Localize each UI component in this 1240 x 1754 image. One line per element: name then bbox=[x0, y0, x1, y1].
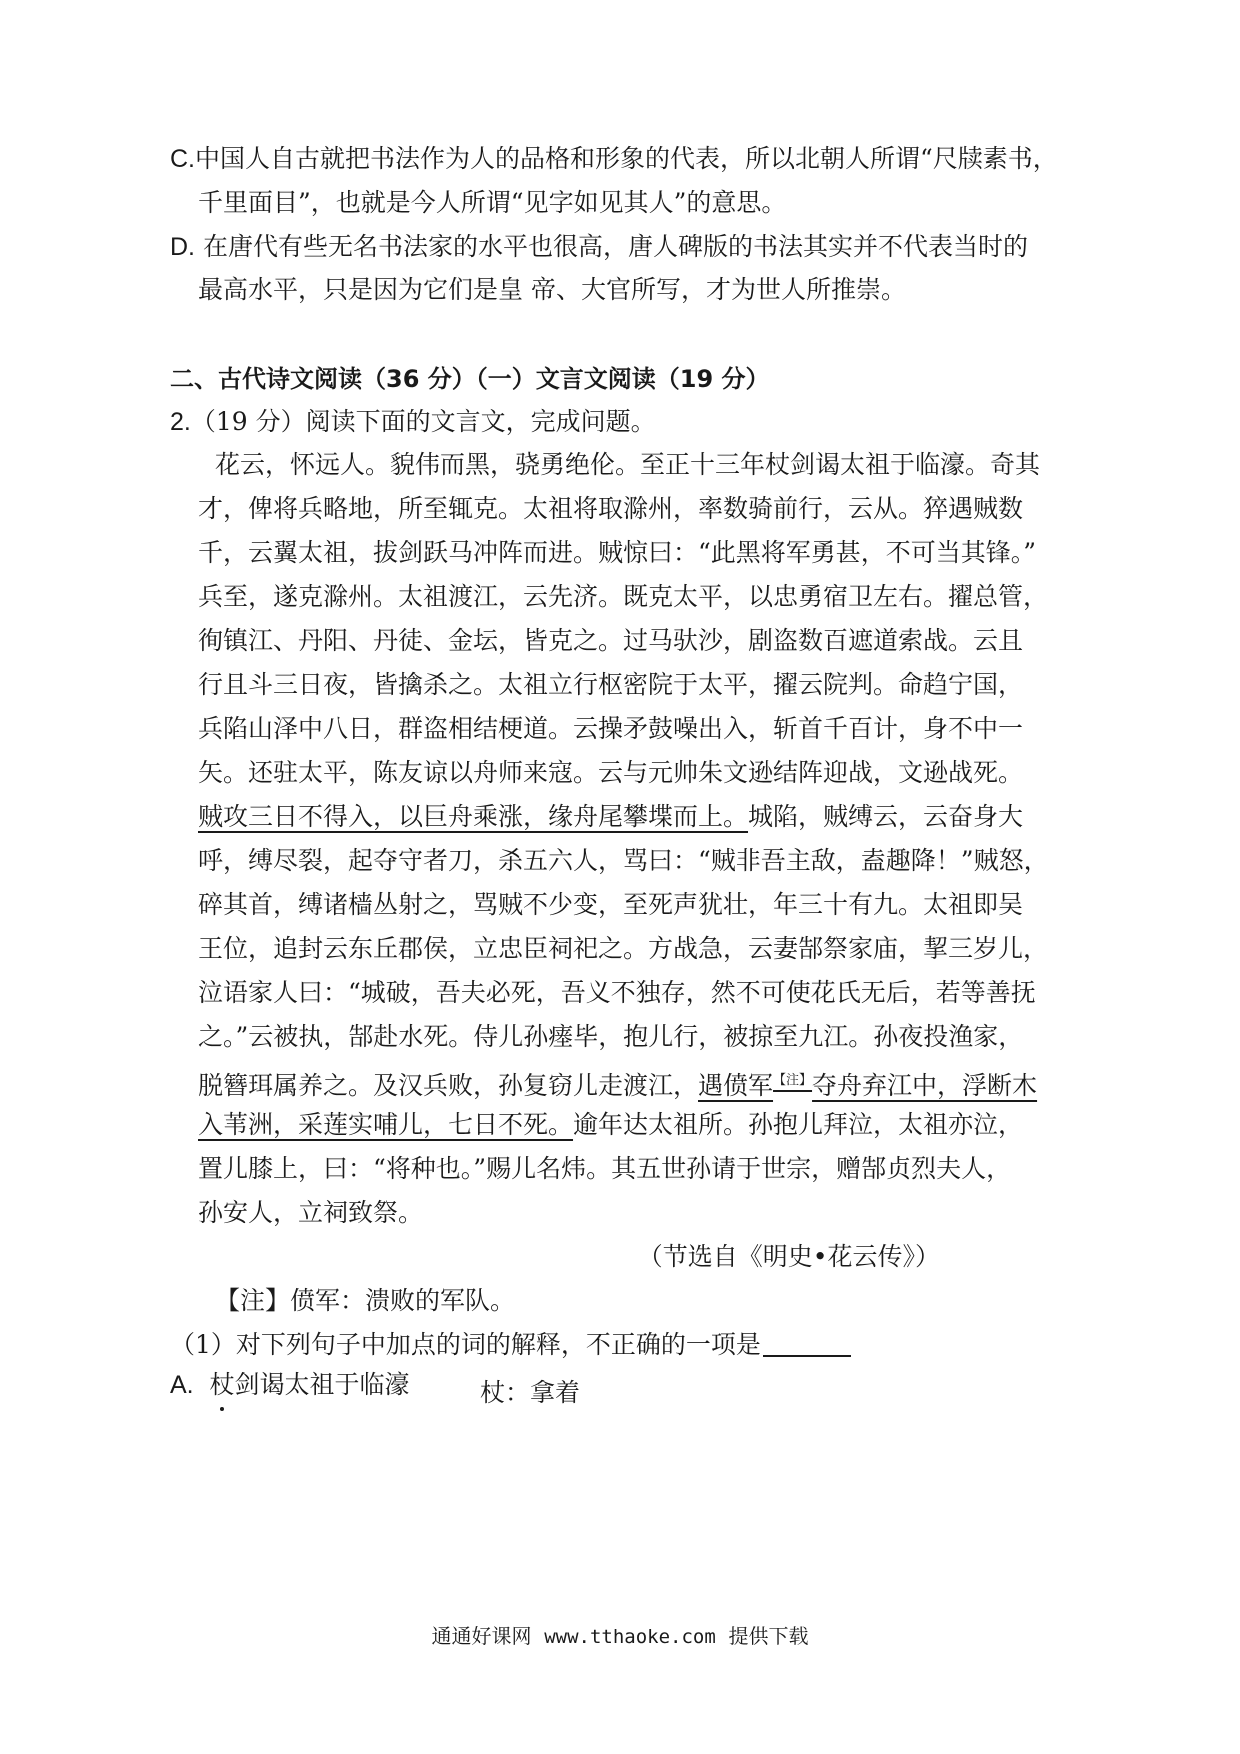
passage-line: 泣语家人曰：“城破，吾夫必死，吾义不独存，然不可使花氏无后，若等善抚 bbox=[198, 978, 1036, 1007]
subquestion-1 bbox=[170, 1328, 851, 1362]
answer-a-explanation: 杖：拿着 bbox=[480, 1378, 581, 1407]
passage-line-text: 脱簪珥属养之。及汉兵败，孙复窃儿走渡江， bbox=[198, 1071, 699, 1100]
answer-a-letter: A. bbox=[170, 1371, 194, 1399]
section-heading: 二、古代诗文阅读（36 分）（一）文言文阅读（19 分） bbox=[170, 365, 770, 393]
question-2 bbox=[170, 405, 656, 439]
passage-line-text: 逾年达太祖所。孙抱儿拜泣，太祖亦泣， bbox=[573, 1110, 1024, 1139]
passage-line bbox=[198, 800, 1023, 834]
passage-line: 徇镇江、丹阳、丹徒、金坛，皆克之。过马驮沙，剧盗数百遮道索战。云且 bbox=[198, 626, 1024, 655]
underlined-sentence-1: 贼攻三日不得入，以巨舟乘涨，缘舟尾攀堞而上。 bbox=[198, 802, 749, 831]
passage-line: 兵陷山泽中八日，群盗相结梗道。云操矛鼓噪出入，斩首千百计，身不中一 bbox=[198, 714, 1024, 743]
option-c-text-1: 中国人自古就把书法作为人的品格和形象的代表，所以北朝人所谓“尺牍素书， bbox=[195, 144, 1058, 173]
note-marker: 【注】 bbox=[773, 1073, 813, 1088]
footnote: 【注】偾军：溃败的军队。 bbox=[215, 1286, 516, 1315]
passage-line: 花云，怀远人。貌伟而黑，骁勇绝伦。至正十三年杖剑谒太祖于临濠。奇其 bbox=[215, 450, 1041, 479]
passage-line bbox=[198, 1108, 1023, 1142]
passage-line: 行且斗三日夜，皆擒杀之。太祖立行枢密院于太平，擢云院判。命趋宁国， bbox=[198, 670, 1024, 699]
option-d-letter: D. bbox=[170, 233, 195, 261]
passage-line: 矢。还驻太平，陈友谅以舟师来寇。云与元帅朱文逊结阵迎战，文逊战死。 bbox=[198, 758, 1024, 787]
question-number: 2. bbox=[170, 408, 191, 436]
underlined-sentence-2-part-b: 夺舟弃江中，浮断木 bbox=[812, 1071, 1038, 1100]
passage-line-text: 城陷，贼缚云，云奋身大 bbox=[748, 802, 1024, 831]
passage-line: 孙安人，立祠致祭。 bbox=[198, 1198, 424, 1227]
passage-line: 兵至，遂克滁州。太祖渡江，云先济。既克太平，以忠勇宿卫左右。擢总管， bbox=[198, 582, 1049, 611]
option-c-line2: 千里面目”，也就是今人所谓“见字如见其人”的意思。 bbox=[198, 188, 787, 217]
page-footer bbox=[0, 1622, 1240, 1651]
passage-line: 碎其首，缚诸樯丛射之，骂贼不少变，至死声犹壮，年三十有九。太祖即吴 bbox=[198, 890, 1024, 919]
footer-site-name: 通通好课网 bbox=[431, 1624, 532, 1648]
passage-line bbox=[198, 1064, 1037, 1103]
option-c-letter: C. bbox=[170, 145, 195, 173]
option-d-line1 bbox=[170, 230, 1028, 264]
option-d-line2: 最高水平，只是因为它们是皇 帝、大官所写，才为世人所推崇。 bbox=[198, 275, 906, 304]
passage-line: 才，俾将兵略地，所至辄克。太祖将取滁州，率数骑前行，云从。猝遇贼数 bbox=[198, 494, 1024, 523]
passage-line: 呼，缚尽裂，起夺守者刀，杀五六人，骂曰：“贼非吾主敌，盍趣降！”贼怒， bbox=[198, 846, 1049, 875]
answer-option-a bbox=[170, 1368, 410, 1402]
underlined-sentence-2-part-a: 遇偾军 bbox=[698, 1071, 774, 1100]
underlined-sentence-2-part-c: 入苇洲，采莲实哺儿，七日不死。 bbox=[198, 1110, 574, 1139]
answer-blank bbox=[763, 1333, 851, 1357]
footer-url[interactable]: www.tthaoke.com bbox=[544, 1626, 716, 1648]
option-d-text-1: 在唐代有些无名书法家的水平也很高，唐人碑版的书法其实并不代表当时的 bbox=[202, 232, 1028, 261]
subquestion-text: （1）对下列句子中加点的词的解释，不正确的一项是 bbox=[170, 1330, 761, 1359]
passage-line: 王位，追封云东丘郡侯，立忠臣祠祀之。方战急，云妻郜祭家庙，挈三岁儿， bbox=[198, 934, 1049, 963]
footer-suffix: 提供下载 bbox=[728, 1624, 809, 1648]
source-attribution: （节选自《明史•花云传》） bbox=[637, 1242, 940, 1271]
option-c-line1 bbox=[170, 142, 1058, 176]
answer-a-sentence: 剑谒太祖于临濠 bbox=[234, 1370, 410, 1399]
question-prompt: （19 分）阅读下面的文言文，完成问题。 bbox=[190, 407, 656, 436]
passage-line: 置儿膝上，曰：“将种也。”赐儿名炜。其五世孙请于世宗，赠郜贞烈夫人， bbox=[198, 1154, 1012, 1183]
passage-line: 之。”云被执，郜赴水死。侍儿孙瘗毕，抱儿行，被掠至九江。孙夜投渔家， bbox=[198, 1022, 1024, 1051]
passage-line: 千，云翼太祖，拔剑跃马冲阵而进。贼惊曰：“此黑将军勇甚，不可当其锋。” bbox=[198, 538, 1037, 567]
dotted-character: 杖 bbox=[210, 1368, 235, 1402]
